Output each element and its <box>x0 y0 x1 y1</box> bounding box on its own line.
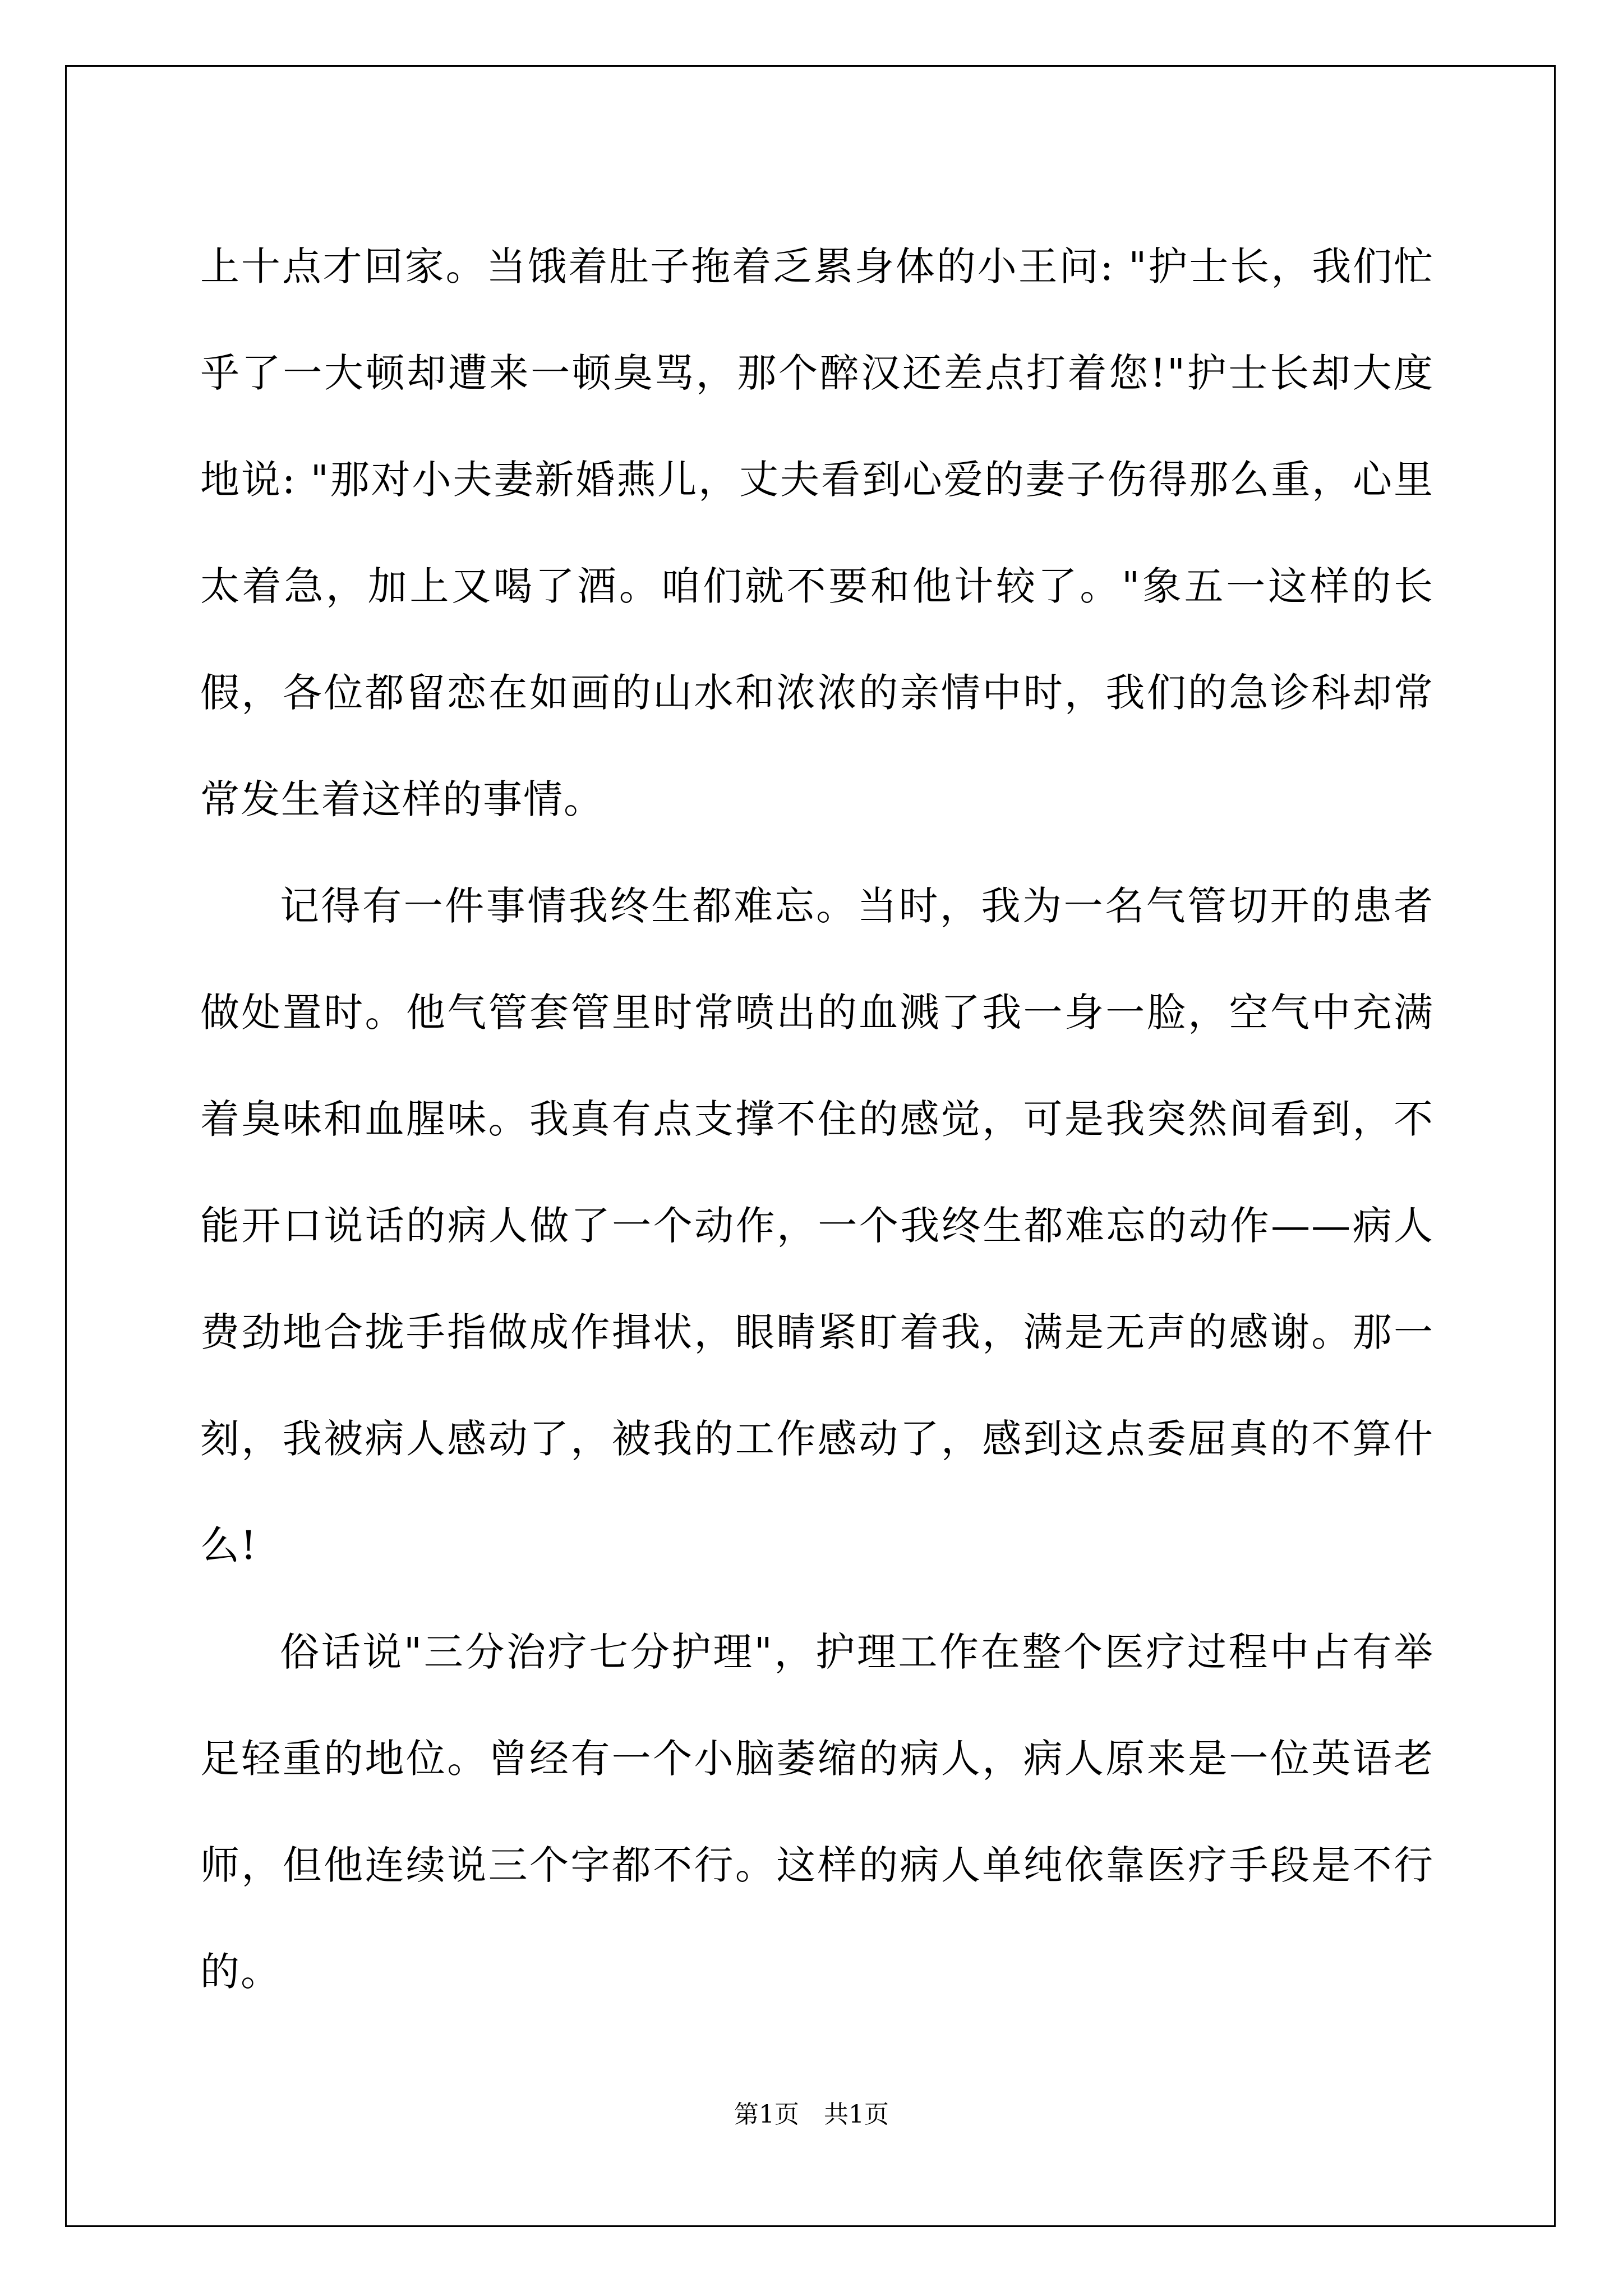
paragraph-3: 俗话说"三分治疗七分护理"，护理工作在整个医疗过程中占有举足轻重的地位。曾经有一个小脑萎缩的病人，病人原来是一位英语老师，但他连续说三个字都不行。这样的病人单纯依靠医疗手段是不行的。 <box>200 1629 1434 1995</box>
document-body <box>200 213 1434 2025</box>
paragraph-2: 记得有一件事情我终生都难忘。当时，我为一名气管切开的患者做处置时。他气管套管里时常喷出的血溅了我一身一脸，空气中充满着臭味和血腥味。我真有点支撑不住的感觉，可是我突然间看到，不能开口说话的病人做了一个动作，一个我终生都难忘的动作——病人费劲地合拢手指做成作揖状，眼睛紧盯着我，满是无声的感谢。那一刻，我被病人感动了，被我的工作感动了，感到这点委屈真的不算什么! <box>200 883 1434 1568</box>
page-footer: 第1页 共1页 <box>734 2100 889 2129</box>
paragraph-1: 上十点才回家。当饿着肚子拖着乏累身体的小王问: "护士长，我们忙乎了一大顿却遭来一顿臭骂，那个醉汉还差点打着您!"护士长却大度地说: "那对小夫妻新婚燕儿，丈夫看到心爱的妻子伤得那么重，心里太着急，加上又喝了酒。咱们就不要和他计较了。"象五一这样的长假，各位都留恋在如画的山水和浓浓的亲情中时，我们的急诊科却常常发生着这样的事情。 <box>200 243 1434 822</box>
